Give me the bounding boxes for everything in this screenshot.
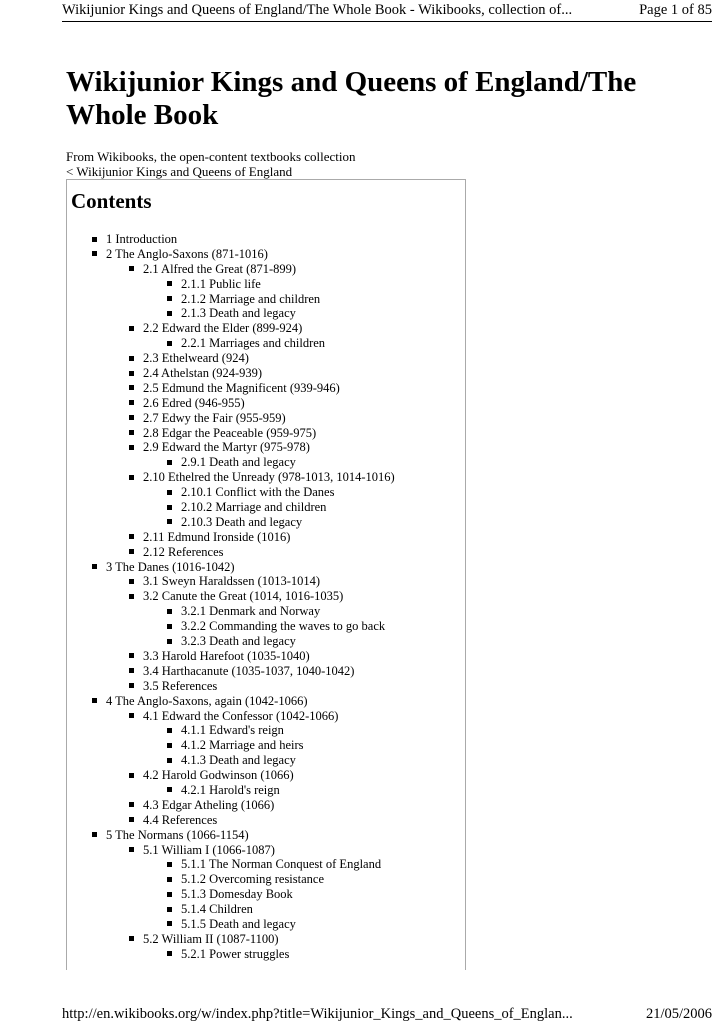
toc-item-label[interactable]: 5.2 William II (1087-1100) (143, 931, 279, 946)
toc-item-label[interactable]: 4.1.3 Death and legacy (181, 753, 296, 768)
square-bullet-icon (129, 430, 134, 435)
toc-item-label[interactable]: 2.7 Edwy the Fair (955-959) (143, 410, 286, 425)
square-bullet-icon (129, 847, 134, 852)
square-bullet-icon (167, 490, 172, 495)
square-bullet-icon (129, 266, 134, 271)
square-bullet-icon (129, 475, 134, 480)
toc-item-label[interactable]: 2.10.2 Marriage and children (181, 500, 327, 515)
toc-item-label[interactable]: 2.3 Ethelweard (924) (143, 351, 249, 366)
square-bullet-icon (167, 743, 172, 748)
toc-item-label[interactable]: 3.4 Harthacanute (1035-1037, 1040-1042) (143, 663, 355, 678)
square-bullet-icon (167, 609, 172, 614)
toc-item-label[interactable]: 2.6 Edred (946-955) (143, 395, 245, 410)
square-bullet-icon (167, 758, 172, 763)
toc-item-label[interactable]: 2.2 Edward the Elder (899-924) (143, 321, 303, 336)
square-bullet-icon (129, 653, 134, 658)
print-header (62, 0, 712, 20)
toc-item-label[interactable]: 5 The Normans (1066-1154) (106, 827, 249, 842)
toc-item-label[interactable]: 4.2.1 Harold's reign (181, 782, 280, 797)
square-bullet-icon (129, 371, 134, 376)
toc-item-label[interactable]: 2 The Anglo-Saxons (871-1016) (106, 246, 268, 261)
toc-item-label[interactable]: 2.10.1 Conflict with the Danes (181, 485, 335, 500)
square-bullet-icon (167, 624, 172, 629)
toc-item-label[interactable]: 2.1 Alfred the Great (871-899) (143, 261, 297, 276)
print-footer (62, 1005, 712, 1023)
square-bullet-icon (92, 564, 97, 569)
toc-item-label[interactable]: 4.1.1 Edward's reign (181, 723, 284, 738)
toc-item-label[interactable]: 4.1.2 Marriage and heirs (181, 738, 304, 753)
toc-item-label[interactable]: 4.4 References (143, 812, 218, 827)
square-bullet-icon (92, 251, 97, 256)
toc-item-label[interactable]: 3.2.2 Commanding the waves to go back (181, 619, 386, 634)
toc-item-label[interactable]: 3.5 References (143, 678, 218, 693)
toc-item-label[interactable]: 5.1 William I (1066-1087) (143, 842, 275, 857)
square-bullet-icon (167, 728, 172, 733)
table-of-contents (66, 179, 466, 970)
square-bullet-icon (92, 237, 97, 242)
square-bullet-icon (129, 400, 134, 405)
square-bullet-icon (129, 683, 134, 688)
toc-title: Contents (71, 189, 152, 213)
toc-item-label[interactable]: 3.2.3 Death and legacy (181, 634, 296, 649)
square-bullet-icon (129, 534, 134, 539)
toc-item-label[interactable]: 5.2.1 Power struggles (181, 946, 290, 961)
toc-item-label[interactable]: 2.12 References (143, 544, 224, 559)
toc-item-label[interactable]: 2.4 Athelstan (924-939) (143, 366, 263, 381)
square-bullet-icon (92, 832, 97, 837)
square-bullet-icon (167, 907, 172, 912)
toc-item-label[interactable]: 5.1.1 The Norman Conquest of England (181, 857, 382, 872)
toc-item-label[interactable]: 4.3 Edgar Atheling (1066) (143, 797, 275, 812)
square-bullet-icon (129, 713, 134, 718)
toc-item-label[interactable]: 2.2.1 Marriages and children (181, 336, 326, 351)
square-bullet-icon (167, 921, 172, 926)
toc-item-label[interactable]: 3.1 Sweyn Haraldssen (1013-1014) (143, 574, 321, 589)
square-bullet-icon (167, 877, 172, 882)
square-bullet-icon (129, 385, 134, 390)
toc-item-label[interactable]: 2.1.3 Death and legacy (181, 306, 296, 321)
square-bullet-icon (129, 802, 134, 807)
toc-item-label[interactable]: 2.10 Ethelred the Unready (978-1013, 1014-1016) (143, 470, 395, 485)
footer-url: http://en.wikibooks.org/w/index.php?title=Wikijunior_Kings_and_Queens_of_Englan... (62, 1006, 573, 1022)
square-bullet-icon (167, 519, 172, 524)
square-bullet-icon (129, 936, 134, 941)
toc-item-label[interactable]: 5.1.4 Children (181, 902, 253, 917)
toc-item-label[interactable]: 1 Introduction (106, 232, 178, 246)
toc-item-label[interactable]: 3.2 Canute the Great (1014, 1016-1035) (143, 589, 344, 604)
square-bullet-icon (167, 281, 172, 286)
square-bullet-icon (167, 311, 172, 316)
square-bullet-icon (129, 549, 134, 554)
header-title: Wikijunior Kings and Queens of England/The Whole Book - Wikibooks, collection of... (62, 2, 573, 18)
site-subtitle: From Wikibooks, the open-content textbooks collection (66, 149, 356, 164)
toc-item-label[interactable]: 3.2.1 Denmark and Norway (181, 604, 321, 619)
toc-item-label[interactable]: 5.1.3 Domesday Book (181, 887, 293, 902)
toc-item-label[interactable]: 4.1 Edward the Confessor (1042-1066) (143, 708, 339, 723)
header-page-number: Page 1 of 85 (639, 2, 712, 18)
square-bullet-icon (167, 296, 172, 301)
toc-item-label[interactable]: 2.10.3 Death and legacy (181, 514, 303, 529)
square-bullet-icon (167, 460, 172, 465)
footer-date: 21/05/2006 (645, 1006, 712, 1022)
square-bullet-icon (129, 356, 134, 361)
toc-item-label[interactable]: 4.2 Harold Godwinson (1066) (143, 768, 294, 783)
square-bullet-icon (129, 817, 134, 822)
square-bullet-icon (167, 341, 172, 346)
square-bullet-icon (167, 505, 172, 510)
toc-item-label[interactable]: 2.11 Edmund Ironside (1016) (143, 529, 291, 544)
square-bullet-icon (167, 639, 172, 644)
toc-item-label[interactable]: 3 The Danes (1016-1042) (106, 559, 235, 574)
toc-item-label[interactable]: 5.1.2 Overcoming resistance (181, 872, 325, 887)
toc-item-label[interactable]: 2.8 Edgar the Peaceable (959-975) (143, 425, 317, 440)
toc-item-label[interactable]: 4 The Anglo-Saxons, again (1042-1066) (106, 693, 308, 708)
toc-item-label[interactable]: 2.9.1 Death and legacy (181, 455, 296, 470)
toc-item-label[interactable]: 2.1.2 Marriage and children (181, 291, 321, 306)
toc-item-label[interactable]: 2.1.1 Public life (181, 276, 261, 291)
square-bullet-icon (167, 787, 172, 792)
parent-page-link[interactable]: < Wikijunior Kings and Queens of England (66, 164, 293, 179)
toc-item-label[interactable]: 2.9 Edward the Martyr (975-978) (143, 440, 310, 455)
square-bullet-icon (129, 579, 134, 584)
square-bullet-icon (129, 773, 134, 778)
square-bullet-icon (167, 862, 172, 867)
square-bullet-icon (129, 415, 134, 420)
square-bullet-icon (129, 594, 134, 599)
toc-item-label[interactable]: 2.5 Edmund the Magnificent (939-946) (143, 380, 340, 395)
toc-item-label[interactable]: 5.1.5 Death and legacy (181, 916, 296, 931)
square-bullet-icon (167, 951, 172, 956)
square-bullet-icon (129, 445, 134, 450)
header-divider (62, 21, 712, 22)
square-bullet-icon (129, 326, 134, 331)
page-title: Wikijunior Kings and Queens of England/The Whole Book (66, 66, 637, 131)
square-bullet-icon (92, 698, 97, 703)
toc-item-label[interactable]: 3.3 Harold Harefoot (1035-1040) (143, 648, 310, 663)
square-bullet-icon (129, 668, 134, 673)
square-bullet-icon (167, 892, 172, 897)
